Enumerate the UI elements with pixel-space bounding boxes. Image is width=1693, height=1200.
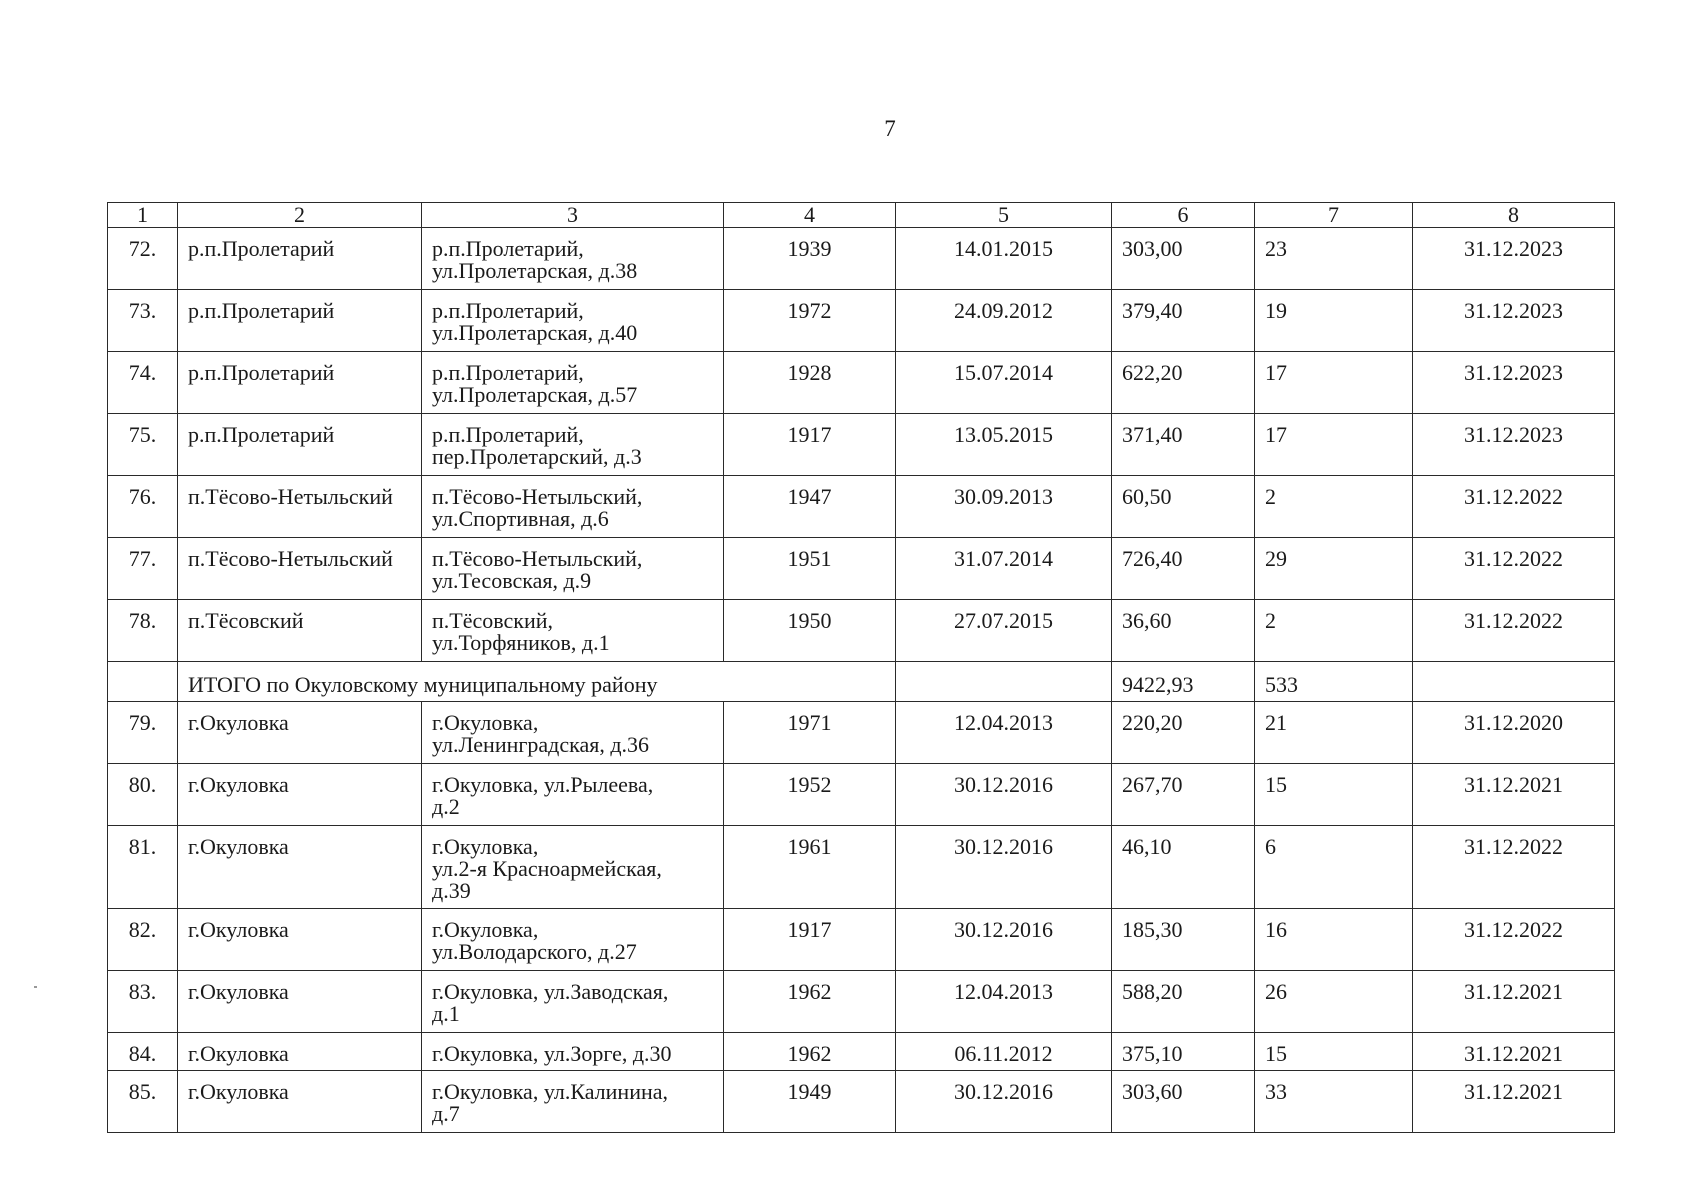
year: 1947 xyxy=(724,476,896,538)
address: р.п.Пролетарий, ул.Пролетарская, д.57 xyxy=(422,352,724,414)
row-number: 80. xyxy=(108,764,178,826)
row-number: 74. xyxy=(108,352,178,414)
settlement: г.Окуловка xyxy=(178,1033,422,1071)
row-number: 72. xyxy=(108,228,178,290)
table-row xyxy=(108,971,1615,1033)
table-row xyxy=(108,1071,1615,1133)
address: г.Окуловка, ул.Зорге, д.30 xyxy=(422,1033,724,1071)
address: п.Тёсовский, ул.Торфяников, д.1 xyxy=(422,600,724,662)
residents: 17 xyxy=(1255,352,1413,414)
row-number: 81. xyxy=(108,826,178,909)
table-row xyxy=(108,290,1615,352)
area: 46,10 xyxy=(1112,826,1255,909)
area: 726,40 xyxy=(1112,538,1255,600)
header-cell: 2 xyxy=(178,203,422,228)
table-row xyxy=(108,909,1615,971)
residents: 2 xyxy=(1255,600,1413,662)
settlement: р.п.Пролетарий xyxy=(178,290,422,352)
settlement: г.Окуловка xyxy=(178,909,422,971)
date: 12.04.2013 xyxy=(896,971,1112,1033)
residents: 15 xyxy=(1255,764,1413,826)
address: р.п.Пролетарий, ул.Пролетарская, д.38 xyxy=(422,228,724,290)
header-cell: 1 xyxy=(108,203,178,228)
date: 27.07.2015 xyxy=(896,600,1112,662)
header-cell: 5 xyxy=(896,203,1112,228)
deadline: 31.12.2022 xyxy=(1413,826,1615,909)
deadline: 31.12.2023 xyxy=(1413,352,1615,414)
deadline: 31.12.2021 xyxy=(1413,764,1615,826)
row-number: 84. xyxy=(108,1033,178,1071)
date: 15.07.2014 xyxy=(896,352,1112,414)
year: 1917 xyxy=(724,909,896,971)
year: 1950 xyxy=(724,600,896,662)
row-number: 77. xyxy=(108,538,178,600)
row-number: 79. xyxy=(108,702,178,764)
year: 1917 xyxy=(724,414,896,476)
residents: 21 xyxy=(1255,702,1413,764)
settlement: п.Тёсово-Нетыльский xyxy=(178,476,422,538)
table-row xyxy=(108,764,1615,826)
address: п.Тёсово-Нетыльский, ул.Спортивная, д.6 xyxy=(422,476,724,538)
scan-speck xyxy=(34,986,37,988)
area: 36,60 xyxy=(1112,600,1255,662)
area: 622,20 xyxy=(1112,352,1255,414)
header-cell: 8 xyxy=(1413,203,1615,228)
deadline: 31.12.2023 xyxy=(1413,228,1615,290)
settlement: р.п.Пролетарий xyxy=(178,228,422,290)
address: р.п.Пролетарий, ул.Пролетарская, д.40 xyxy=(422,290,724,352)
row-number: 83. xyxy=(108,971,178,1033)
date: 30.12.2016 xyxy=(896,826,1112,909)
table-row xyxy=(108,352,1615,414)
date: 30.12.2016 xyxy=(896,1071,1112,1133)
settlement: г.Окуловка xyxy=(178,1071,422,1133)
table-row xyxy=(108,414,1615,476)
table-row xyxy=(108,702,1615,764)
deadline: 31.12.2022 xyxy=(1413,600,1615,662)
total-residents: 533 xyxy=(1255,662,1413,702)
date: 13.05.2015 xyxy=(896,414,1112,476)
table-row xyxy=(108,600,1615,662)
settlement: г.Окуловка xyxy=(178,702,422,764)
settlement: р.п.Пролетарий xyxy=(178,414,422,476)
year: 1961 xyxy=(724,826,896,909)
deadline: 31.12.2023 xyxy=(1413,414,1615,476)
address: г.Окуловка, ул.Володарского, д.27 xyxy=(422,909,724,971)
table-row xyxy=(108,1033,1615,1071)
area: 60,50 xyxy=(1112,476,1255,538)
year: 1962 xyxy=(724,1033,896,1071)
header-cell: 7 xyxy=(1255,203,1413,228)
address: г.Окуловка, ул.Калинина, д.7 xyxy=(422,1071,724,1133)
date: 14.01.2015 xyxy=(896,228,1112,290)
residents: 15 xyxy=(1255,1033,1413,1071)
year: 1949 xyxy=(724,1071,896,1133)
deadline: 31.12.2022 xyxy=(1413,476,1615,538)
residents: 19 xyxy=(1255,290,1413,352)
date: 30.12.2016 xyxy=(896,764,1112,826)
date: 31.07.2014 xyxy=(896,538,1112,600)
residents: 16 xyxy=(1255,909,1413,971)
date: 06.11.2012 xyxy=(896,1033,1112,1071)
settlement: г.Окуловка xyxy=(178,826,422,909)
deadline: 31.12.2022 xyxy=(1413,909,1615,971)
date: 24.09.2012 xyxy=(896,290,1112,352)
year: 1928 xyxy=(724,352,896,414)
settlement: г.Окуловка xyxy=(178,764,422,826)
year: 1939 xyxy=(724,228,896,290)
row-number: 85. xyxy=(108,1071,178,1133)
total-empty-cell xyxy=(896,662,1112,702)
date: 30.12.2016 xyxy=(896,909,1112,971)
area: 303,00 xyxy=(1112,228,1255,290)
residents: 33 xyxy=(1255,1071,1413,1133)
total-area: 9422,93 xyxy=(1112,662,1255,702)
date: 12.04.2013 xyxy=(896,702,1112,764)
year: 1951 xyxy=(724,538,896,600)
table-row xyxy=(108,228,1615,290)
residents: 6 xyxy=(1255,826,1413,909)
address: р.п.Пролетарий, пер.Пролетарский, д.3 xyxy=(422,414,724,476)
page-number: 7 xyxy=(884,116,896,141)
header-row xyxy=(108,203,1615,228)
table-row xyxy=(108,538,1615,600)
residents: 29 xyxy=(1255,538,1413,600)
deadline: 31.12.2022 xyxy=(1413,538,1615,600)
year: 1962 xyxy=(724,971,896,1033)
row-number: 82. xyxy=(108,909,178,971)
total-label: ИТОГО по Окуловскому муниципальному району xyxy=(178,662,896,702)
housing-registry-table xyxy=(107,202,1615,1133)
address: г.Окуловка, ул.Ленинградская, д.36 xyxy=(422,702,724,764)
area: 267,70 xyxy=(1112,764,1255,826)
residents: 23 xyxy=(1255,228,1413,290)
area: 588,20 xyxy=(1112,971,1255,1033)
residents: 26 xyxy=(1255,971,1413,1033)
row-number: 76. xyxy=(108,476,178,538)
row-number: 78. xyxy=(108,600,178,662)
deadline: 31.12.2021 xyxy=(1413,971,1615,1033)
address: г.Окуловка, ул.Рылеева, д.2 xyxy=(422,764,724,826)
address: п.Тёсово-Нетыльский, ул.Тесовская, д.9 xyxy=(422,538,724,600)
year: 1952 xyxy=(724,764,896,826)
area: 375,10 xyxy=(1112,1033,1255,1071)
total-row xyxy=(108,662,1615,702)
area: 379,40 xyxy=(1112,290,1255,352)
area: 220,20 xyxy=(1112,702,1255,764)
table-row xyxy=(108,476,1615,538)
area: 371,40 xyxy=(1112,414,1255,476)
area: 303,60 xyxy=(1112,1071,1255,1133)
row-number: 73. xyxy=(108,290,178,352)
year: 1972 xyxy=(724,290,896,352)
table-row xyxy=(108,826,1615,909)
settlement: п.Тёсово-Нетыльский xyxy=(178,538,422,600)
total-empty-cell xyxy=(1413,662,1615,702)
deadline: 31.12.2023 xyxy=(1413,290,1615,352)
settlement: п.Тёсовский xyxy=(178,600,422,662)
total-empty-cell xyxy=(108,662,178,702)
residents: 2 xyxy=(1255,476,1413,538)
address: г.Окуловка, ул.2-я Красноармейская, д.39 xyxy=(422,826,724,909)
year: 1971 xyxy=(724,702,896,764)
deadline: 31.12.2020 xyxy=(1413,702,1615,764)
date: 30.09.2013 xyxy=(896,476,1112,538)
deadline: 31.12.2021 xyxy=(1413,1071,1615,1133)
residents: 17 xyxy=(1255,414,1413,476)
row-number: 75. xyxy=(108,414,178,476)
settlement: г.Окуловка xyxy=(178,971,422,1033)
area: 185,30 xyxy=(1112,909,1255,971)
header-cell: 6 xyxy=(1112,203,1255,228)
header-cell: 4 xyxy=(724,203,896,228)
settlement: р.п.Пролетарий xyxy=(178,352,422,414)
header-cell: 3 xyxy=(422,203,724,228)
deadline: 31.12.2021 xyxy=(1413,1033,1615,1071)
address: г.Окуловка, ул.Заводская, д.1 xyxy=(422,971,724,1033)
